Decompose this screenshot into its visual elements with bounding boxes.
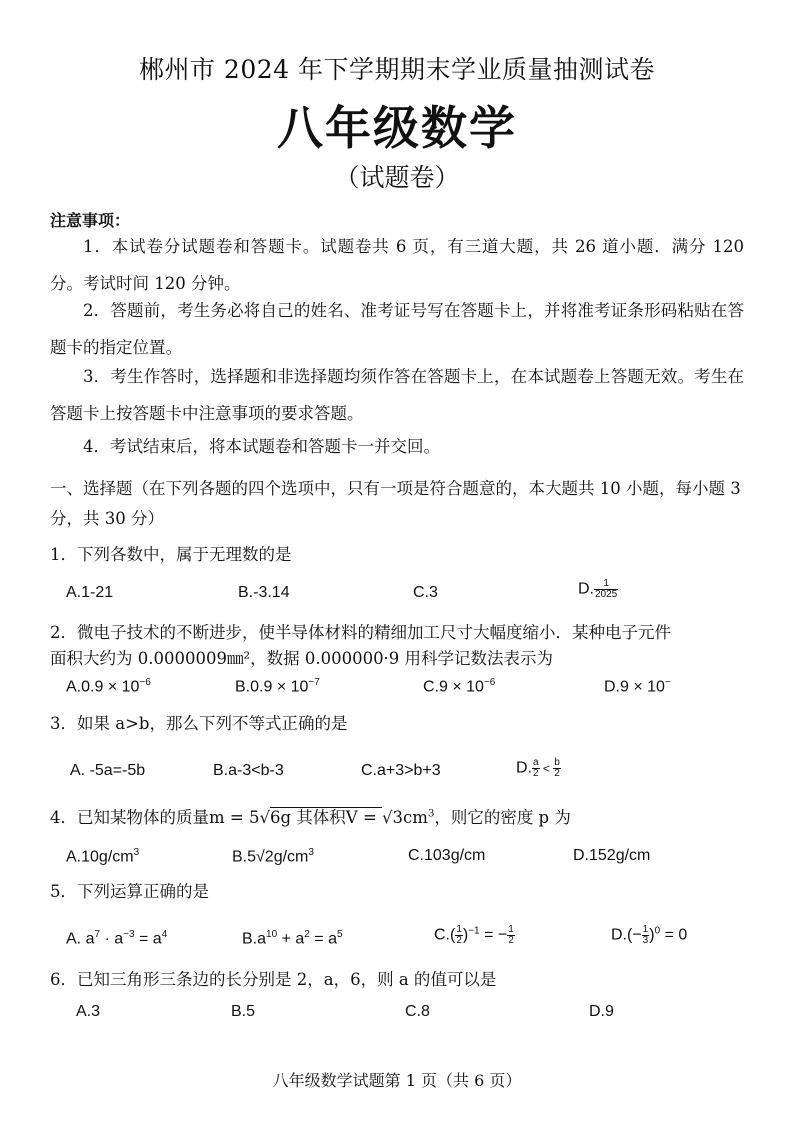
notice-item-2: 2．答题前，考生务必将自己的姓名、准考证号写在答题卡上，并将准考证条形码粘贴在答题卡的指定位置。 xyxy=(50,301,744,357)
notice-item-1: 1．本试卷分试题卷和答题卡。试题卷共 6 页，有三道大题，共 26 道小题．满分 120 分。考试时间 120 分钟。 xyxy=(50,237,744,293)
subject-title: 八年级数学 xyxy=(277,101,517,155)
notice-item-3: 3．考生作答时，选择题和非选择题均须作答在答题卡上，在本试题卷上答题无效。考生在答题卡上按答题卡中注意事项的要求答题。 xyxy=(50,367,744,423)
q2-option-b: $B.0.9 \times 10^{-7}$ xyxy=(235,677,320,696)
q1-option-b: B.-3.14 xyxy=(238,584,290,601)
q2-option-d: D.9 × 10− xyxy=(604,677,671,696)
notice-heading: 注意事项： xyxy=(50,211,131,230)
q4-option-b: $B.5√2g/cm^3$ xyxy=(232,847,314,866)
section-1-heading: 一、选择题（在下列各题的四个选项中，只有一项是符合题意的，本大题共 10 小题，每小题 3 分，共 30 分） xyxy=(50,479,741,528)
notice-item-4: 4．考试结束后，将本试题卷和答题卡一并交回。 xyxy=(83,437,440,456)
q6-option-d: D.9 xyxy=(589,1003,614,1020)
radical-icon: √ xyxy=(259,808,270,827)
question-1-stem: 1．下列各数中，属于无理数的是 xyxy=(50,545,292,564)
q3-option-a: A. -5a=-5b xyxy=(70,762,146,779)
q5-option-c: C.( $\frac{1}{2}$ )$^{-1}$ = − $\frac{1}{2}$ xyxy=(434,924,514,946)
q4-option-a: $A.10g/cm^3$ xyxy=(66,847,140,866)
q5-option-d: D.(− $\frac{1}{3}$ )$^0$ = 0 xyxy=(611,924,688,946)
q3-option-d: D. $\frac{a}{2}$ < $\frac{b}{2}$ xyxy=(516,757,560,779)
q6-option-c: C.8 xyxy=(405,1003,430,1020)
q6-option-a: A.3 xyxy=(76,1003,101,1020)
exam-title: 郴州市 2024 年下学期期末学业质量抽测试卷 xyxy=(138,55,656,84)
q5-option-b: $B.a^{10} + a^2 = a^5$ xyxy=(242,929,343,948)
radical-icon: √ xyxy=(382,808,393,827)
radical-icon: √ xyxy=(256,848,265,866)
question-3-stem: 3．如果 a>b，那么下列不等式正确的是 xyxy=(50,714,348,733)
paper-subtitle: （试题卷） xyxy=(334,163,460,192)
question-5-stem: 5．下列运算正确的是 xyxy=(50,882,209,901)
q6-option-b: B.5 xyxy=(231,1003,256,1020)
question-2-stem-line1: 2．微电子技术的不断进步，使半导体材料的精细加工尺寸大幅度缩小．某种电子元件 xyxy=(50,623,671,642)
q1-option-c: C.3 xyxy=(413,584,438,601)
q4-option-d: D.152g/cm xyxy=(573,847,651,864)
page-footer: 八年级数学试题第 1 页（共 6 页） xyxy=(272,1071,522,1090)
q1-d-fraction: $\frac{1}{2025}$ xyxy=(595,578,618,600)
q1-option-d: D. $\frac{1}{2025}$ xyxy=(578,578,618,600)
q3-option-b: B.a-3<b-3 xyxy=(213,762,284,779)
q5-option-a: A. $a^7 \cdot a^{-3} = a^4$ xyxy=(66,929,168,948)
question-4-stem: 4．已知某物体的质量m = 5√6g 其体积$V = √3cm^3$，则它的密度 p 为 xyxy=(50,808,571,827)
q1-option-a: A.1-21 xyxy=(66,584,114,601)
question-6-stem: 6．已知三角形三条边的长分别是 2，a，6，则 a 的值可以是 xyxy=(50,970,497,989)
q4-option-c: C.103g/cm xyxy=(408,847,486,864)
q3-option-c: C.a+3>b+3 xyxy=(361,762,441,779)
q2-option-a: $A.0.9 \times 10^{-6}$ xyxy=(66,677,151,696)
question-2-stem-line2: 面积大约为 0.0000009㎜²，数据 0.000000·9 用科学记数法表示为 xyxy=(50,649,554,668)
q2-option-c: $C.9 \times 10^{-6}$ xyxy=(423,677,496,696)
